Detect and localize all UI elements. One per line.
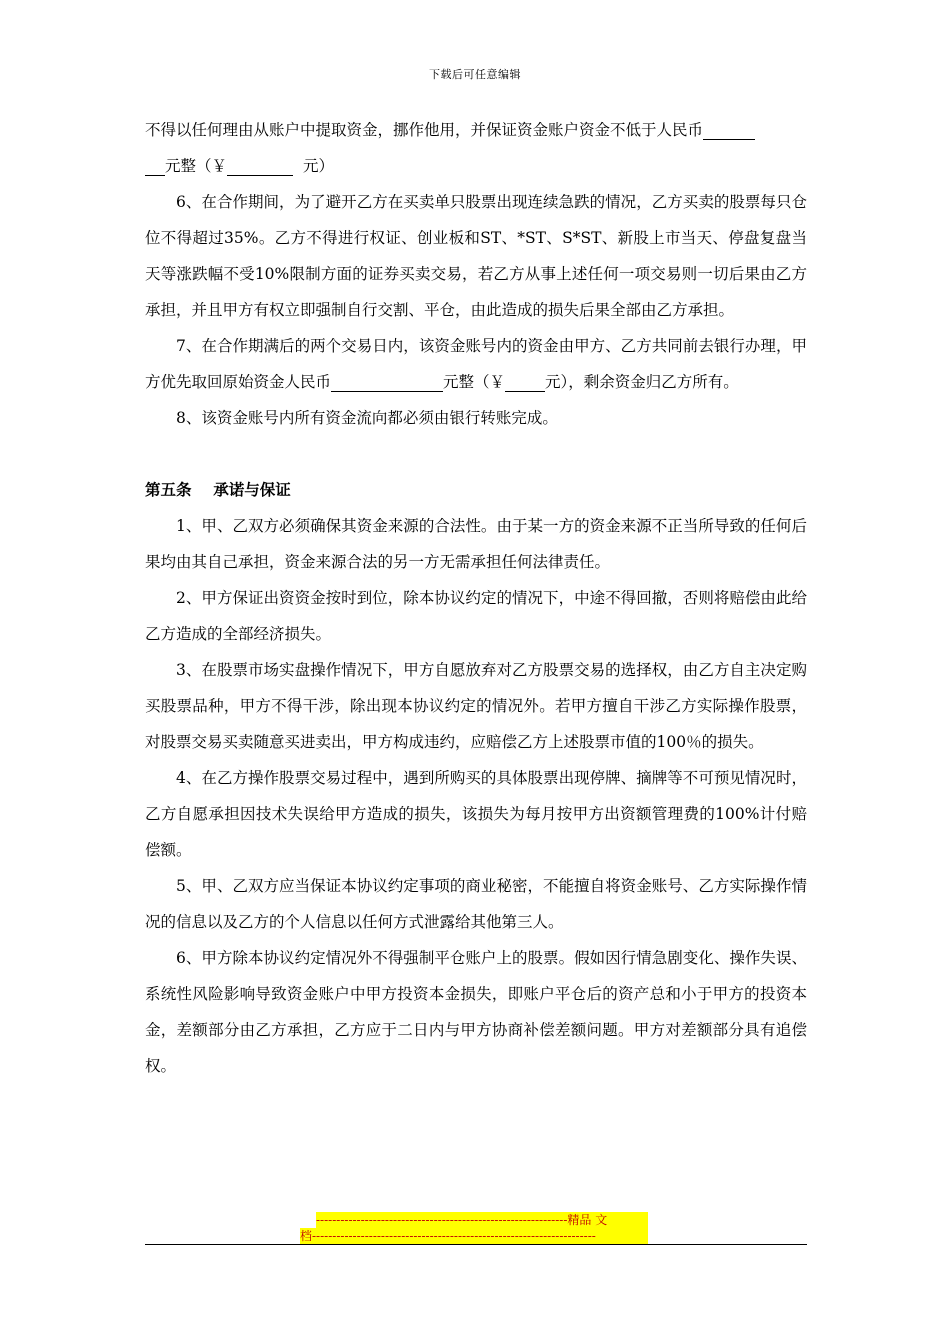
footer-divider xyxy=(145,1244,807,1245)
section-5-item-1: 1、甲、乙双方必须确保其资金来源的合法性。由于某一方的资金来源不正当所导致的任何后果均由其自己承担，资金来源合法的另一方无需承担任何法律责任。 xyxy=(145,517,807,571)
clause-7-text-a: 7、在合作期满后的两个交易日内，该资金账号内的资金由甲方、乙方共同前去银行办理，甲方优先取回原始资金人民币 xyxy=(145,337,807,391)
section-5-item-6: 6、甲方除本协议约定情况外不得强制平仓账户上的股票。假如因行情急剧变化、操作失误、系统性风险影响导致资金账户中甲方投资本金损失，即账户平仓后的资产总和小于甲方的投资本金，差额部分由乙方承担，乙方应于二日内与甲方协商补偿差额问题。甲方对差额部分具有追偿权。 xyxy=(145,949,807,1075)
clause-7-text-c: 元），剩余资金归乙方所有。 xyxy=(545,373,739,391)
clause-8: 8、该资金账号内所有资金流向都必须由银行转账完成。 xyxy=(176,409,558,427)
page-header: 下载后可任意编辑 xyxy=(429,68,521,81)
document-body xyxy=(145,112,807,1084)
section-spacer xyxy=(145,436,807,472)
footer-line-2: 档---------------------------------------------------------------------- xyxy=(300,1228,648,1244)
section-5-title xyxy=(145,472,807,508)
footer-line-1: --------------------------------------------------------------精品 文 xyxy=(316,1212,648,1228)
paragraph-continuation xyxy=(145,112,807,184)
clause-7-text-b: 元整（￥ xyxy=(443,373,506,391)
paragraph-continuation-text: 不得以任何理由从账户中提取资金，挪作他用，并保证资金账户资金不低于人民币 xyxy=(145,121,704,139)
section-5-item-2: 2、甲方保证出资资金按时到位，除本协议约定的情况下，中途不得回撤，否则将赔偿由此给乙方造成的全部经济损失。 xyxy=(145,589,807,643)
amount-yen-unit: 元） xyxy=(303,157,335,175)
clause-7-amount-blank xyxy=(331,373,443,392)
clause-7 xyxy=(145,328,807,400)
section-5-item-3: 3、在股票市场实盘操作情况下，甲方自愿放弃对乙方股票交易的选择权，由乙方自主决定购买股票品种，甲方不得干涉，除出现本协议约定的情况外。若甲方擅自干涉乙方实际操作股票，对股票交易买卖随意买进卖出，甲方构成违约，应赔偿乙方上述股票市值的100％的损失。 xyxy=(145,661,807,751)
amount-unit-text: 元整（￥ xyxy=(165,157,228,175)
clause-7-yen-blank xyxy=(505,373,545,392)
section-5-heading: 承诺与保证 xyxy=(213,480,291,499)
section-5-item-5: 5、甲、乙双方应当保证本协议约定事项的商业秘密，不能擅自将资金账号、乙方实际操作情况的信息以及乙方的个人信息以任何方式泄露给其他第三人。 xyxy=(145,877,807,931)
section-5-number: 第五条 xyxy=(145,480,192,499)
footer-watermark xyxy=(300,1212,650,1244)
section-5-item-4: 4、在乙方操作股票交易过程中，遇到所购买的具体股票出现停牌、摘牌等不可预见情况时，乙方自愿承担因技术失误给甲方造成的损失，该损失为每月按甲方出资额管理费的100%计付赔偿额。 xyxy=(145,769,807,859)
clause-6: 6、在合作期间，为了避开乙方在买卖单只股票出现连续急跌的情况，乙方买卖的股票每只仓位不得超过35%。乙方不得进行权证、创业板和ST、*ST、S*ST、新股上市当天、停盘复盘当天等涨跌幅不受10%限制方面的证券买卖交易，若乙方从事上述任何一项交易则一切后果由乙方承担，并且甲方有权立即强制自行交割、平仓，由此造成的损失后果全部由乙方承担。 xyxy=(145,193,807,319)
amount-blank xyxy=(703,121,755,140)
amount-blank-cont xyxy=(145,157,165,176)
amount-yen-blank xyxy=(227,157,293,176)
